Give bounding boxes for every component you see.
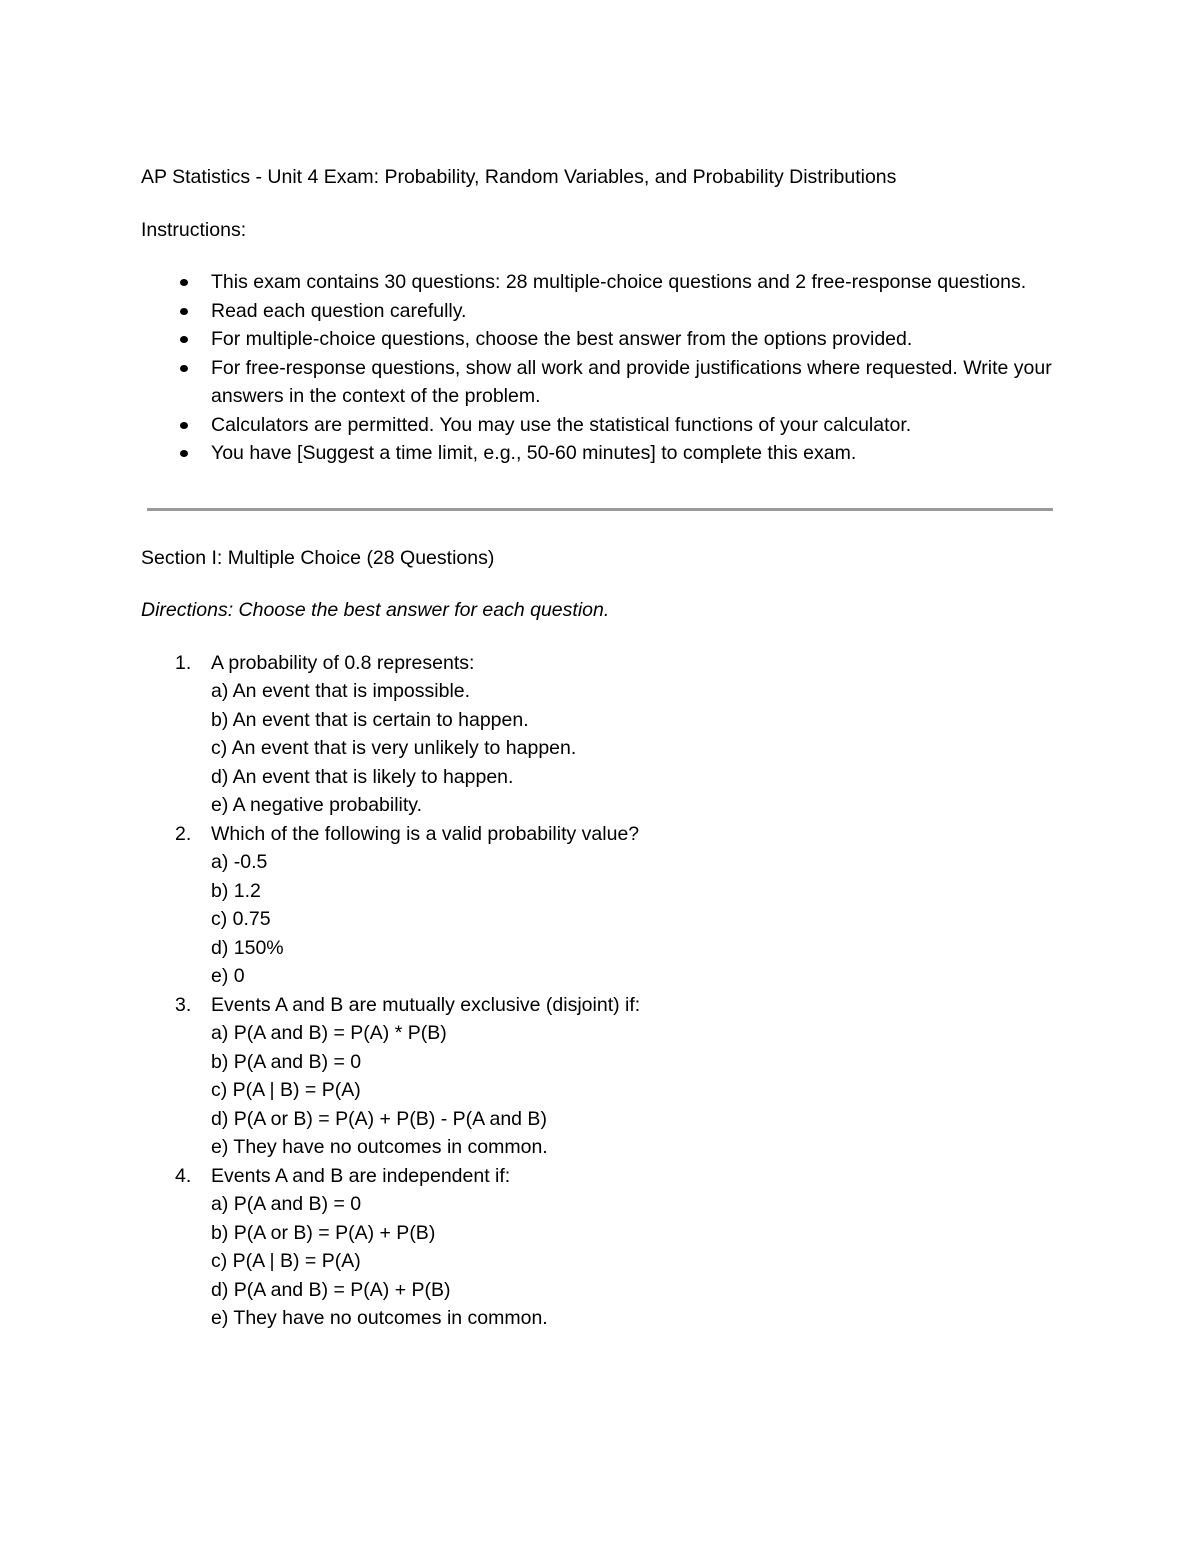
instruction-text: For free-response questions, show all work and provide justifications where requested. Write your answers in the context of the problem. — [211, 356, 1052, 407]
document-content — [141, 163, 1061, 1333]
question-number: 3. — [175, 993, 192, 1016]
answer-option: e) 0 — [211, 965, 245, 987]
answer-option: d) 150% — [211, 936, 284, 959]
answer-option: c) An event that is very unlikely to happen. — [211, 737, 577, 759]
exam-title: AP Statistics - Unit 4 Exam: Probability, Random Variables, and Probability Distributions — [141, 166, 897, 188]
bullet-icon — [180, 308, 188, 315]
answer-option: b) P(A and B) = 0 — [211, 1050, 362, 1073]
answer-option: e) A negative probability. — [211, 794, 423, 816]
instruction-item — [141, 325, 1061, 354]
question-item — [141, 820, 1061, 991]
instruction-item — [141, 297, 1061, 326]
answer-option: d) P(A and B) = P(A) + P(B) — [211, 1278, 451, 1301]
answer-option: d) P(A or B) = P(A) + P(B) - P(A and B) — [211, 1107, 547, 1130]
instructions-list — [141, 268, 1061, 468]
answer-option: b) P(A or B) = P(A) + P(B) — [211, 1221, 436, 1244]
bullet-icon — [180, 279, 188, 286]
instruction-text: For multiple-choice questions, choose the best answer from the options provided. — [211, 328, 913, 350]
answer-option: c) P(A | B) = P(A) — [211, 1250, 361, 1272]
bullet-icon — [180, 336, 188, 343]
instruction-text: This exam contains 30 questions: 28 multiple-choice questions and 2 free-response questions. — [211, 271, 1027, 293]
section-directions: Directions: Choose the best answer for each question. — [141, 599, 610, 621]
question-list — [141, 649, 1061, 1333]
bullet-icon — [180, 450, 188, 457]
question-text: Events A and B are mutually exclusive (disjoint) if: — [211, 993, 641, 1016]
section-title: Section I: Multiple Choice (28 Questions) — [141, 546, 495, 569]
answer-option: c) 0.75 — [211, 908, 271, 930]
instruction-text: Read each question carefully. — [211, 299, 467, 322]
answer-option: a) -0.5 — [211, 851, 268, 873]
answer-option: e) They have no outcomes in common. — [211, 1136, 548, 1158]
answer-option: a) P(A and B) = 0 — [211, 1193, 362, 1215]
horizontal-divider — [147, 508, 1053, 511]
question-number: 4. — [175, 1164, 192, 1187]
answer-option: e) They have no outcomes in common. — [211, 1307, 548, 1329]
question-text: Which of the following is a valid probability value? — [211, 822, 640, 845]
instruction-item — [141, 354, 1061, 411]
question-text: A probability of 0.8 represents: — [211, 651, 475, 674]
bullet-icon — [180, 365, 188, 372]
bullet-icon — [180, 422, 188, 429]
instruction-item — [141, 411, 1061, 440]
question-item — [141, 991, 1061, 1162]
answer-option: c) P(A | B) = P(A) — [211, 1079, 361, 1101]
answer-option: b) 1.2 — [211, 879, 261, 902]
question-text: Events A and B are independent if: — [211, 1164, 511, 1187]
answer-option: a) An event that is impossible. — [211, 680, 471, 702]
answer-option: d) An event that is likely to happen. — [211, 765, 514, 788]
answer-option: b) An event that is certain to happen. — [211, 708, 529, 731]
instruction-item — [141, 439, 1061, 468]
instruction-item — [141, 268, 1061, 297]
instruction-text: You have [Suggest a time limit, e.g., 50-60 minutes] to complete this exam. — [211, 442, 857, 464]
question-item — [141, 1162, 1061, 1333]
instructions-label: Instructions: — [141, 218, 247, 241]
answer-option: a) P(A and B) = P(A) * P(B) — [211, 1022, 447, 1044]
question-number: 1. — [175, 651, 192, 674]
instruction-text: Calculators are permitted. You may use the statistical functions of your calculator. — [211, 413, 912, 436]
question-number: 2. — [175, 822, 192, 845]
question-item — [141, 649, 1061, 820]
